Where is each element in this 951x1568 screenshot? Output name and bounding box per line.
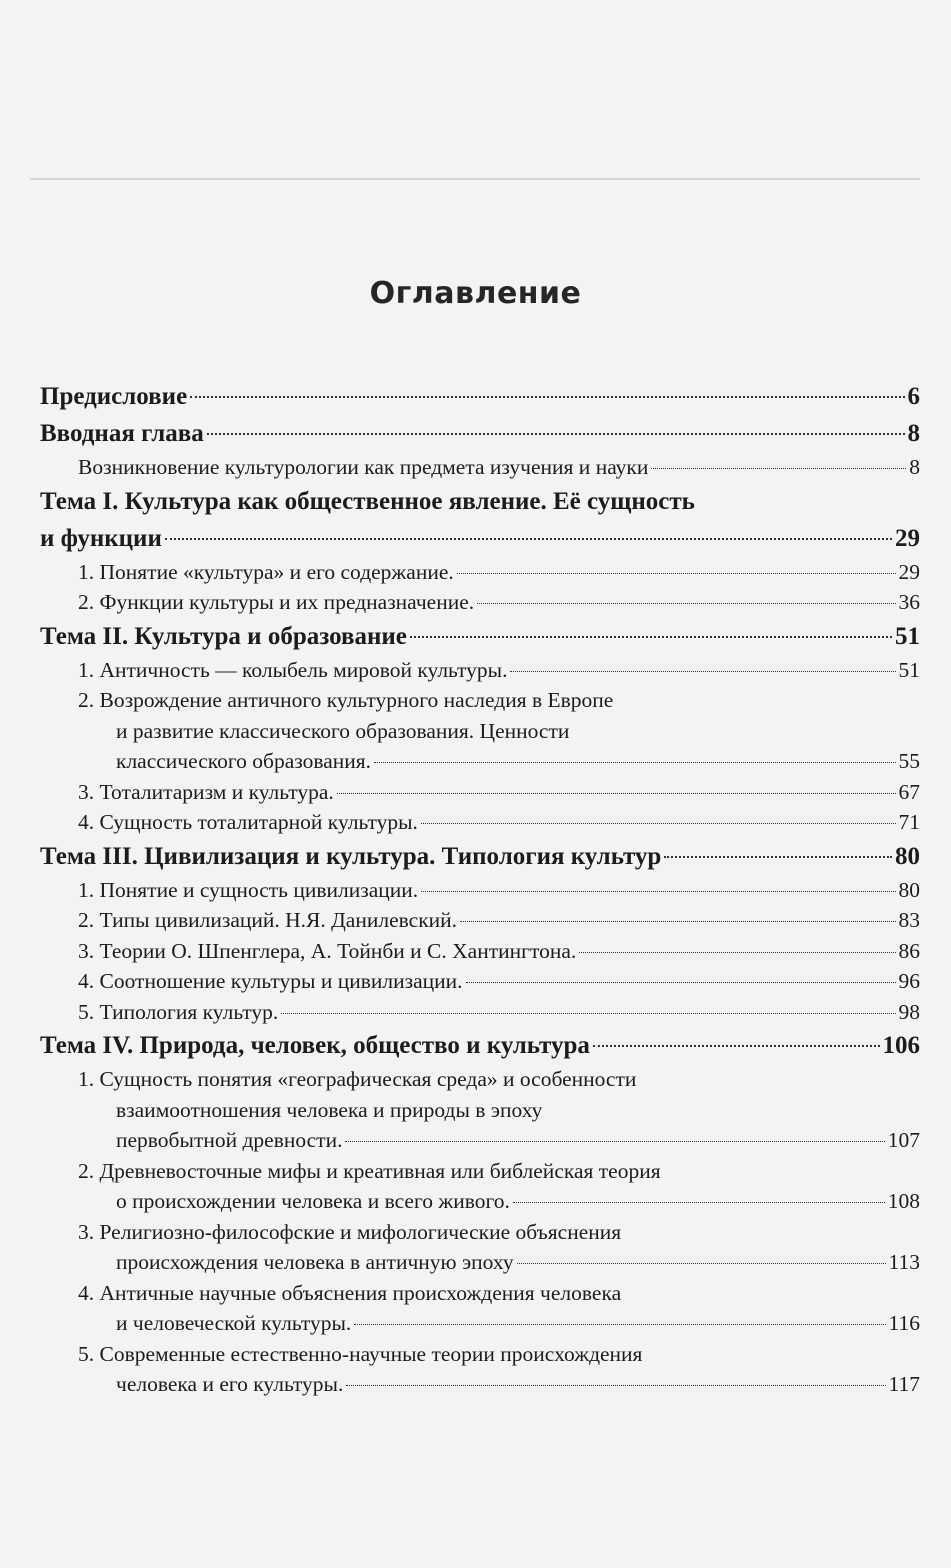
page-number: 83 — [898, 908, 920, 932]
toc-entry-text: Предисловие — [40, 383, 188, 410]
page-number: 106 — [882, 1032, 920, 1059]
page-number: 67 — [898, 779, 920, 804]
toc-entry-text: человека и его культуры. — [116, 1372, 344, 1396]
toc-entry-text: о происхождении человека и всего живого. — [116, 1189, 510, 1213]
toc-entry-text: 3. Теории О. Шпенглера, А. Тойнби и С. Хантингтона. — [78, 938, 577, 963]
toc-entry-text: Тема I. Культура как общественное явление. Её сущность — [40, 487, 695, 515]
dot-leader — [510, 671, 895, 672]
page-number: 116 — [888, 1311, 920, 1335]
toc-title: Оглавление — [369, 276, 582, 311]
dot-leader — [579, 952, 895, 953]
page-number: 51 — [898, 657, 920, 682]
toc-section-entry — [40, 936, 920, 967]
toc-entry-text: 3. Тоталитаризм и культура. — [78, 779, 334, 804]
toc-entry-text: 1. Античность — колыбель мировой культуры. — [78, 657, 508, 682]
toc-chapter-entry — [40, 483, 920, 557]
dot-leader — [345, 1141, 884, 1142]
toc-entry-text: 2. Типы цивилизаций. Н.Я. Данилевский. — [78, 908, 458, 932]
page-number: 80 — [898, 877, 920, 902]
dot-leader — [354, 1324, 885, 1325]
toc-chapter-entry — [40, 415, 920, 452]
toc-section-entry — [40, 807, 920, 838]
dot-leader — [664, 856, 892, 858]
toc-entry-text: 4. Сущность тоталитарной культуры. — [78, 810, 418, 834]
toc-section-entry — [40, 777, 920, 808]
toc-section-entry — [40, 587, 920, 618]
toc-entry-text: взаимоотношения человека и природы в эпоху — [116, 1097, 543, 1122]
toc-chapter-entry — [40, 838, 920, 875]
toc-chapter-entry — [40, 1027, 920, 1064]
page-number: 98 — [898, 999, 920, 1024]
dot-leader — [190, 396, 904, 398]
toc-entry-text: Возникновение культурологии как предмета изучения и науки — [78, 455, 649, 479]
toc-chapter-entry — [40, 618, 920, 655]
toc-entry-text: и функции — [40, 524, 162, 552]
toc-chapter-entry — [40, 378, 920, 415]
page-number: 8 — [907, 420, 920, 447]
toc-entry-text: 2. Возрождение античного культурного наследия в Европе — [78, 688, 614, 712]
toc-section-entry — [40, 557, 920, 588]
page-number: 29 — [898, 559, 920, 584]
toc-entry-text: Тема III. Цивилизация и культура. Типология культур — [40, 842, 662, 870]
toc-section-entry — [40, 875, 920, 906]
toc-section-entry — [40, 905, 920, 936]
toc-entry-text: 1. Сущность понятия «географическая среда» и особенности — [78, 1067, 637, 1091]
page-number: 51 — [895, 622, 920, 650]
toc-section-entry — [40, 997, 920, 1028]
page-number: 80 — [895, 842, 920, 870]
dot-leader — [421, 891, 895, 892]
toc-entry-text: Вводная глава — [40, 420, 204, 447]
toc-entry-text: Тема II. Культура и образование — [40, 622, 407, 650]
dot-leader — [421, 823, 896, 824]
toc-section-entry — [40, 1339, 920, 1400]
page-number: 86 — [898, 938, 920, 963]
toc-section-entry — [40, 1217, 920, 1278]
dot-leader — [477, 603, 895, 604]
toc-entry-text: 3. Религиозно-философские и мифологические объяснения — [78, 1219, 622, 1244]
dot-leader — [207, 433, 905, 435]
toc-section-entry — [40, 966, 920, 997]
page-number: 117 — [888, 1372, 920, 1396]
page-number: 29 — [895, 524, 920, 552]
toc-section-entry — [40, 1064, 920, 1156]
dot-leader — [513, 1202, 885, 1203]
dot-leader — [651, 468, 906, 469]
toc-entry-text: происхождения человека в античную эпоху — [116, 1250, 514, 1274]
toc-section-entry — [40, 1278, 920, 1339]
toc-entry-text: 1. Понятие и сущность цивилизации. — [78, 877, 419, 902]
toc-entry-text: Тема IV. Природа, человек, общество и культура — [40, 1032, 590, 1059]
toc-section-entry — [40, 1156, 920, 1217]
toc-section-entry — [40, 655, 920, 686]
dot-leader — [457, 573, 896, 574]
page-number: 55 — [898, 749, 920, 773]
toc-entry-text: классического образования. — [116, 749, 372, 773]
toc-entry-text: 4. Античные научные объяснения происхождения человека — [78, 1280, 622, 1305]
toc-entry-text: 5. Типология культур. — [78, 999, 279, 1024]
page-number: 8 — [909, 455, 920, 479]
dot-leader — [593, 1045, 880, 1047]
dot-leader — [165, 538, 892, 540]
toc-entry-text: и развитие классического образования. Ценности — [116, 718, 570, 743]
dot-leader — [517, 1263, 886, 1264]
dot-leader — [374, 762, 895, 763]
page-number: 6 — [907, 383, 920, 410]
toc-section-entry — [40, 685, 920, 777]
page-number: 71 — [898, 810, 920, 834]
dot-leader — [337, 793, 896, 794]
dot-leader — [281, 1013, 895, 1014]
toc-section-entry — [40, 452, 920, 483]
toc-entry-text: 4. Соотношение культуры и цивилизации. — [78, 969, 463, 993]
page-number: 113 — [888, 1250, 920, 1274]
toc-entry-text: 5. Современные естественно-научные теории происхождения — [78, 1341, 643, 1366]
dot-leader — [460, 921, 895, 922]
dot-leader — [466, 982, 896, 983]
dot-leader — [410, 636, 892, 638]
page-number: 108 — [887, 1189, 920, 1213]
toc-entry-text: 2. Функции культуры и их предназначение. — [78, 590, 475, 614]
toc-entry-text: 2. Древневосточные мифы и креативная или библейская теория — [78, 1158, 661, 1183]
page-number: 107 — [887, 1128, 920, 1152]
page-number: 36 — [898, 590, 920, 614]
page-number: 96 — [898, 969, 920, 993]
toc-entry-text: 1. Понятие «культура» и его содержание. — [78, 559, 454, 584]
toc-entry-text: первобытной древности. — [116, 1128, 343, 1152]
dot-leader — [346, 1385, 885, 1386]
table-of-contents — [40, 378, 920, 1400]
show-through-rule — [30, 178, 920, 180]
toc-entry-text: и человеческой культуры. — [116, 1311, 352, 1335]
